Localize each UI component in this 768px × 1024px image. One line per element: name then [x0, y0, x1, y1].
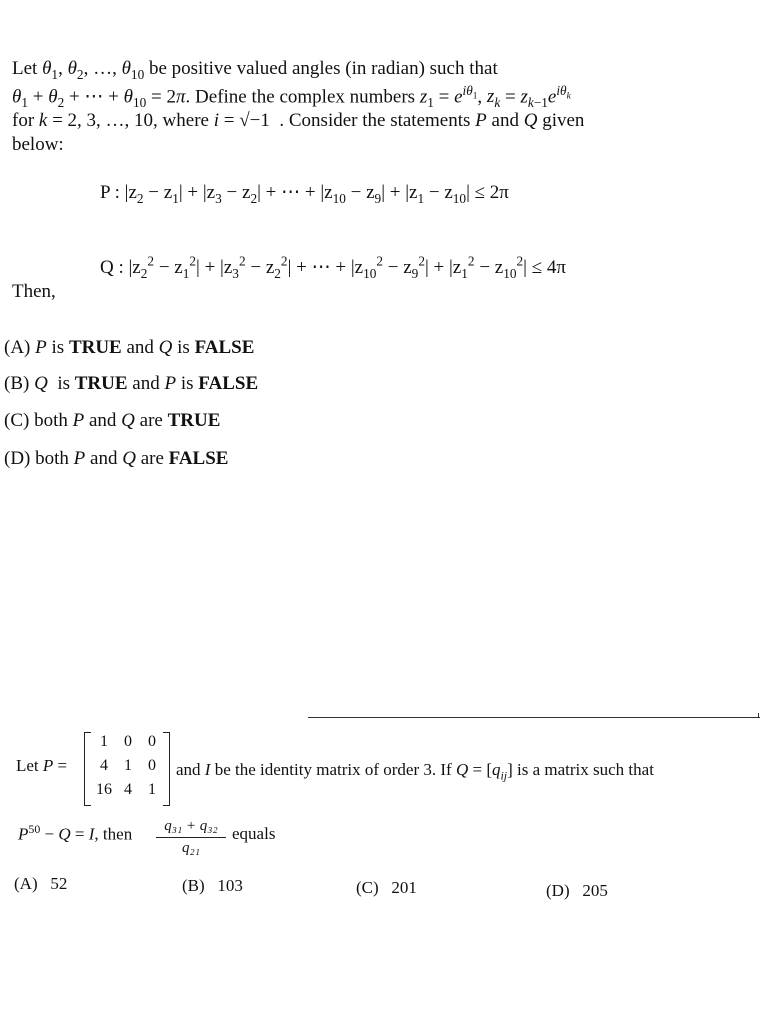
q1-intro-line-3: for k = 2, 3, …, 10, where i = √−1 . Consider the statements P and Q given	[12, 110, 585, 131]
matrix-cell: 0	[148, 733, 156, 750]
q1-intro-line-1: Let $\theta_1$, $\theta_2$, …, $\theta_{10}$ be positive valued angles (in radian) such that	[12, 58, 498, 82]
q2-option-b[interactable]	[182, 876, 243, 896]
matrix-cell: 0	[148, 757, 156, 774]
then-label: Then,	[12, 281, 56, 302]
matrix-cell: 1	[148, 781, 156, 798]
matrix-cell: 0	[124, 733, 132, 750]
q2-option-d[interactable]	[546, 881, 608, 901]
option-value: 103	[217, 876, 243, 895]
option-label: (A)	[14, 874, 38, 893]
option-label: (C)	[356, 878, 379, 897]
matrix-left-bracket	[84, 732, 91, 806]
q1-intro-line-2: $\theta_1 + \theta_2$ + ⋯ + $\theta_{10} = 2\pi$. Define the complex numbers $z_1 = e^{i\theta_1}$, $z_k = z_{k-1}e^{i\theta_k}$	[12, 83, 571, 111]
matrix-cell: 4	[100, 757, 108, 774]
q2-let-p: Let P =	[16, 756, 68, 775]
q2-equals: equals	[232, 824, 276, 843]
fraction-numerator: q₃₁ + q₃₂	[156, 818, 226, 838]
matrix-right-bracket	[163, 732, 170, 806]
q2-option-c[interactable]	[356, 878, 417, 898]
q2-statement: and I be the identity matrix of order 3. If $Q = [q_{ij}]$ is a matrix such that	[176, 760, 654, 783]
q1-option-a[interactable]: (A) P is TRUE and Q is FALSE	[4, 337, 255, 358]
option-value: 52	[50, 874, 68, 893]
option-value: 205	[582, 881, 608, 900]
section-divider-tick	[758, 713, 759, 718]
statement-q: Q : $|z_2^2 - z_1^2| + |z_3^2 - z_2^2|$ + ⋯ + $|z_{10}^2 - z_9^2| + |z_1^2 - z_{10}^2| \le 4\pi$	[100, 254, 566, 282]
q1-option-d[interactable]: (D) both P and Q are FALSE	[4, 448, 229, 469]
q1-option-c[interactable]: (C) both P and Q are TRUE	[4, 410, 221, 431]
matrix-table	[92, 730, 164, 802]
q2-fraction	[156, 818, 226, 857]
matrix-cell: 1	[124, 757, 132, 774]
matrix-cell: 4	[124, 781, 132, 798]
q1-intro-line-4: below:	[12, 134, 64, 155]
section-divider	[308, 717, 760, 718]
q2-option-a[interactable]	[14, 874, 67, 894]
q2-condition: $P^{50} - Q = I$, then	[18, 822, 133, 844]
option-label: (D)	[546, 881, 570, 900]
matrix-p	[84, 730, 170, 806]
matrix-cell: 16	[96, 781, 112, 798]
option-value: 201	[391, 878, 417, 897]
q1-option-b[interactable]: (B) Q is TRUE and P is FALSE	[4, 373, 259, 394]
option-label: (B)	[182, 876, 205, 895]
statement-p: P : $|z_2 - z_1| + |z_3 - z_2|$ + ⋯ + $|z_{10} - z_9| + |z_1 - z_{10}| \le 2\pi$	[100, 182, 509, 206]
matrix-cell: 1	[100, 733, 108, 750]
fraction-denominator: q₂₁	[182, 840, 200, 856]
